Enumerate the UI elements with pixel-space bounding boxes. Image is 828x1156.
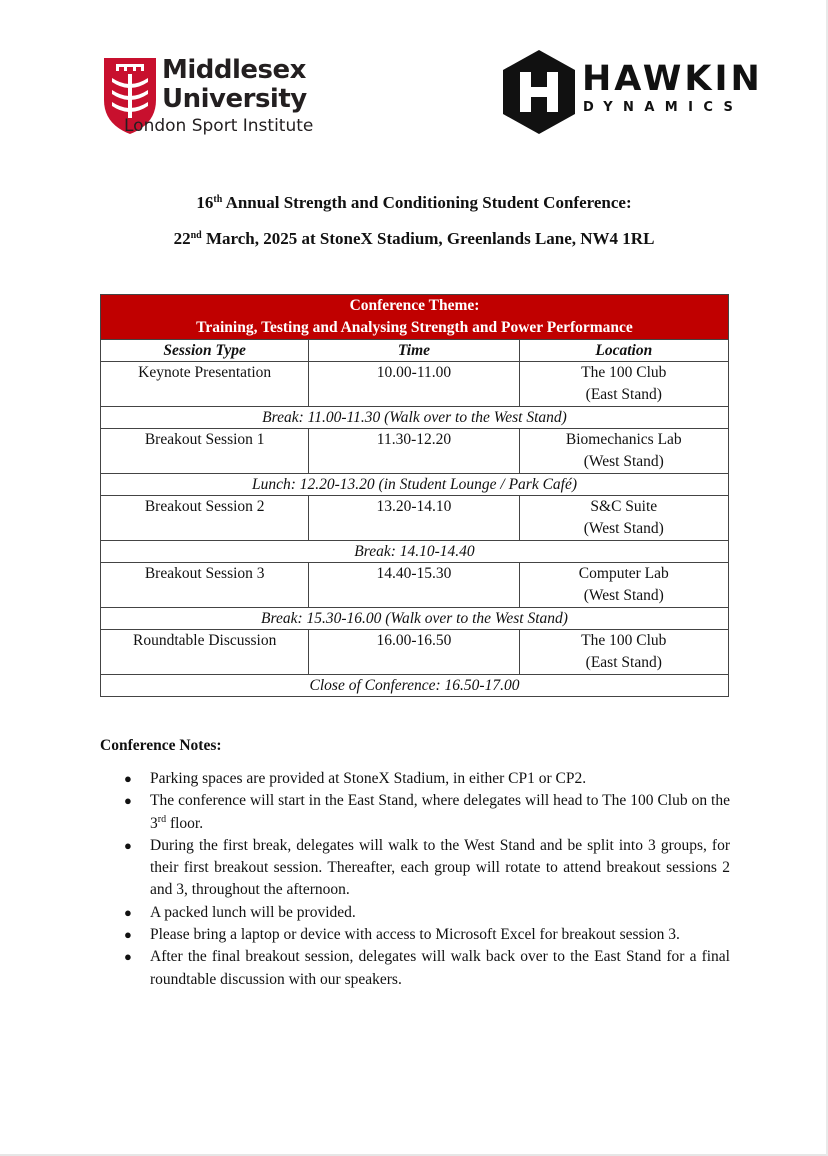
notes-list bbox=[100, 768, 730, 991]
hawkin-hexagon-icon bbox=[500, 48, 578, 136]
note-sup: rd bbox=[157, 813, 167, 825]
time-cell: 16.00-16.50 bbox=[309, 630, 519, 675]
time-cell: 10.00-11.00 bbox=[309, 362, 519, 407]
break-cell: Break: 14.10-14.40 bbox=[101, 541, 729, 563]
note-text: Please bring a laptop or device with access to Microsoft Excel for breakout session 3. bbox=[150, 926, 680, 944]
session-cell: Breakout Session 1 bbox=[101, 429, 309, 474]
break-cell: Break: 15.30-16.00 (Walk over to the West Stand) bbox=[101, 608, 729, 630]
conference-title bbox=[0, 193, 828, 213]
conference-date-venue bbox=[0, 229, 828, 249]
mdx-wordmark bbox=[162, 56, 307, 114]
theme-cell bbox=[101, 295, 729, 340]
list-item bbox=[100, 946, 730, 991]
list-item bbox=[100, 835, 730, 902]
hawkin-wordmark: HAWKIN bbox=[582, 59, 763, 99]
list-item bbox=[100, 768, 730, 790]
table-row bbox=[101, 563, 729, 608]
header-row bbox=[101, 340, 729, 362]
location-cell bbox=[519, 496, 728, 541]
bullet-icon: ● bbox=[124, 771, 132, 786]
note-text: Parking spaces are provided at StoneX Stadium, in either CP1 or CP2. bbox=[150, 770, 587, 787]
location-cell bbox=[519, 630, 728, 675]
location-cell bbox=[519, 429, 728, 474]
note-text: During the first break, delegates will walk to the West Stand and be split into 3 groups, for their first breakout session. Thereafter, each group will rotate to attend breakout sessions 2 and 3, throughout the afternoon. bbox=[150, 836, 730, 899]
col-time: Time bbox=[309, 340, 519, 362]
location-stand: (West Stand) bbox=[583, 587, 664, 604]
note-text: After the final breakout session, delegates will walk back over to the East Stand for a final roundtable discussion with our speakers. bbox=[150, 948, 730, 988]
table-row bbox=[101, 496, 729, 541]
session-cell: Breakout Session 3 bbox=[101, 563, 309, 608]
closing-cell: Close of Conference: 16.50-17.00 bbox=[101, 675, 729, 697]
time-cell: 13.20-14.10 bbox=[309, 496, 519, 541]
session-cell: Roundtable Discussion bbox=[101, 630, 309, 675]
note-text-pre: The conference will start in the East Stand, where delegates will head to The 100 Club on the 3 bbox=[150, 792, 730, 832]
location-stand: (West Stand) bbox=[583, 520, 664, 537]
col-session-type: Session Type bbox=[101, 340, 309, 362]
time-cell: 11.30-12.20 bbox=[309, 429, 519, 474]
break-cell: Break: 11.00-11.30 (Walk over to the West Stand) bbox=[101, 407, 729, 429]
mdx-line1: Middlesex bbox=[162, 55, 306, 85]
location-name: The 100 Club bbox=[581, 364, 667, 381]
title-ordinal-sup: th bbox=[213, 194, 223, 205]
table-row bbox=[101, 429, 729, 474]
middlesex-university-logo bbox=[100, 52, 320, 142]
bullet-icon: ● bbox=[124, 949, 132, 965]
time-cell: 14.40-15.30 bbox=[309, 563, 519, 608]
location-stand: (East Stand) bbox=[585, 386, 662, 403]
location-cell bbox=[519, 362, 728, 407]
theme-row bbox=[101, 295, 729, 340]
list-item bbox=[100, 924, 730, 946]
mdx-subtitle: London Sport Institute bbox=[124, 116, 314, 136]
theme-label: Conference Theme: bbox=[349, 297, 480, 314]
break-row bbox=[101, 608, 729, 630]
note-text-post: floor. bbox=[166, 814, 204, 832]
location-name: The 100 Club bbox=[581, 632, 667, 649]
table-row bbox=[101, 362, 729, 407]
closing-row bbox=[101, 675, 729, 697]
bullet-icon: ● bbox=[124, 837, 132, 853]
session-cell: Keynote Presentation bbox=[101, 362, 309, 407]
date-rest: March, 2025 at StoneX Stadium, Greenlands Lane, NW4 1RL bbox=[205, 229, 655, 248]
table-row bbox=[101, 630, 729, 675]
mdx-line2: University bbox=[162, 84, 307, 114]
hawkin-dynamics-logo bbox=[500, 48, 763, 136]
note-text: A packed lunch will be provided. bbox=[150, 903, 356, 921]
break-row bbox=[101, 474, 729, 496]
col-location: Location bbox=[519, 340, 728, 362]
hawkin-subtitle: DYNAMICS bbox=[583, 100, 744, 115]
location-name: S&C Suite bbox=[590, 498, 658, 515]
break-row bbox=[101, 541, 729, 563]
location-name: Computer Lab bbox=[578, 565, 669, 582]
date-day: 22 bbox=[173, 229, 191, 248]
location-cell bbox=[519, 563, 728, 608]
break-row bbox=[101, 407, 729, 429]
title-rest: Annual Strength and Conditioning Student Conference: bbox=[225, 193, 632, 212]
notes-title: Conference Notes: bbox=[100, 737, 222, 754]
list-item bbox=[100, 902, 730, 924]
session-cell: Breakout Session 2 bbox=[101, 496, 309, 541]
schedule-table bbox=[100, 294, 729, 697]
bullet-icon: ● bbox=[124, 927, 132, 943]
list-item bbox=[100, 790, 730, 835]
date-day-sup: nd bbox=[190, 230, 202, 241]
theme-title: Training, Testing and Analysing Strength and Power Performance bbox=[196, 319, 633, 336]
bullet-icon: ● bbox=[124, 793, 132, 809]
location-name: Biomechanics Lab bbox=[565, 431, 682, 448]
break-cell: Lunch: 12.20-13.20 (in Student Lounge / Park Café) bbox=[101, 474, 729, 496]
location-stand: (West Stand) bbox=[583, 453, 664, 470]
title-ordinal: 16 bbox=[196, 193, 214, 212]
location-stand: (East Stand) bbox=[585, 654, 662, 671]
bullet-icon: ● bbox=[124, 904, 132, 920]
